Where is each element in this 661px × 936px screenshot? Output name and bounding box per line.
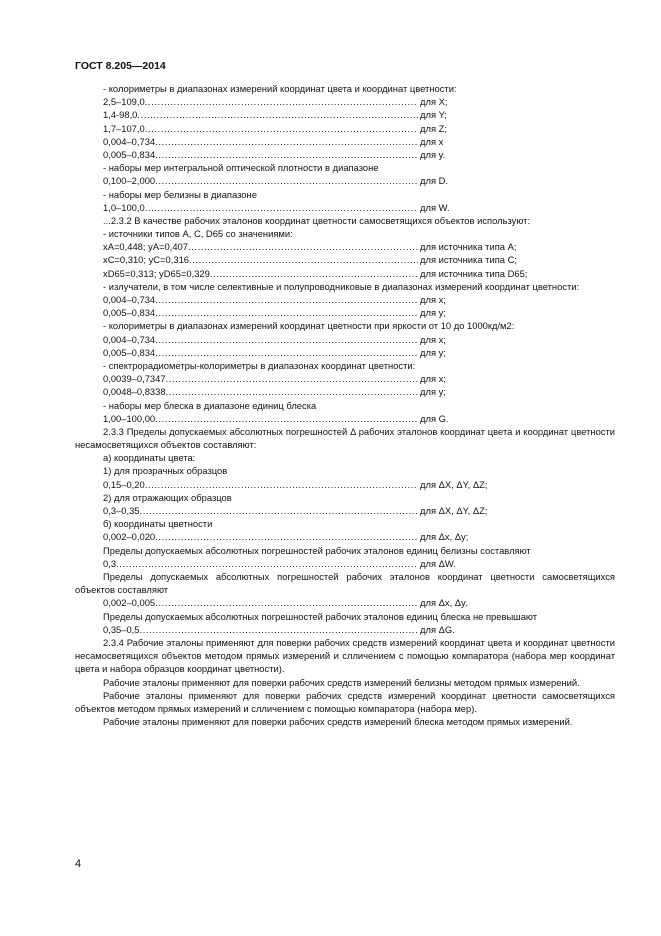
value: 0,100–2,000 xyxy=(103,175,156,187)
value-label: для источника типа D65; xyxy=(420,267,528,279)
value-line xyxy=(75,530,615,543)
value-line xyxy=(75,557,615,570)
page-number: 4 xyxy=(75,858,82,870)
value-line xyxy=(75,333,615,346)
leader-dots xyxy=(155,174,418,187)
value-label: для W. xyxy=(420,201,450,213)
value: 1,00–100,00 xyxy=(103,412,156,424)
value-label: для X; xyxy=(420,96,448,108)
value-label: для ΔX, ΔY, ΔZ; xyxy=(420,505,488,517)
value-line xyxy=(75,267,615,280)
leader-dots xyxy=(155,306,418,319)
value-line xyxy=(75,346,615,359)
document-header: ГОСТ 8.205—2014 xyxy=(75,60,166,72)
text-line: б) координаты цветности xyxy=(103,518,213,530)
value-label: для x; xyxy=(420,294,446,306)
leader-dots xyxy=(155,412,418,425)
text-paragraph: 2.3.4 Рабочие эталоны применяют для поверки рабочих средств измерений координат цвета и координат цветности несамосветящихся объектов методом прямых измерений и слличением с помощью компаратора (набора мер координат цвета и набора образцов координат цветности). xyxy=(75,636,615,675)
value-label: для G. xyxy=(420,412,449,424)
leader-dots xyxy=(166,372,418,385)
text-paragraph: Рабочие эталоны применяют для поверки рабочих средств измерений блеска методом прямых измерений. xyxy=(103,716,573,728)
leader-dots xyxy=(155,293,418,306)
value: 0,004–0,734 xyxy=(103,294,156,306)
value-label: для Y; xyxy=(420,109,447,121)
value-line xyxy=(75,306,615,319)
leader-dots xyxy=(140,623,419,636)
value: 0,005–0,834 xyxy=(103,346,156,358)
text-line: - наборы мер интегральной оптической плотности в диапазоне xyxy=(103,162,379,174)
text-line: - источники типов А, С, D65 со значениями: xyxy=(103,228,293,240)
value-label: для y. xyxy=(420,148,446,160)
text-line: а) координаты цвета: xyxy=(103,452,196,464)
leader-dots xyxy=(155,333,418,346)
leader-dots xyxy=(145,201,418,214)
value-line xyxy=(75,95,615,108)
value-line xyxy=(75,385,615,398)
leader-dots xyxy=(155,135,418,148)
value-label: для Z; xyxy=(420,122,447,134)
value-line xyxy=(75,253,615,266)
text-line: - колориметры в диапазонах измерений координат цветности при яркости от 10 до 1000кд/м2: xyxy=(103,320,515,332)
value-label: для ΔG. xyxy=(420,623,455,635)
leader-dots xyxy=(155,346,418,359)
document-body xyxy=(75,82,615,728)
leader-dots xyxy=(210,267,418,280)
value: 0,004–0,734 xyxy=(103,333,156,345)
value-line xyxy=(75,293,615,306)
text-line: - наборы мер блеска в диапазоне единиц блеска xyxy=(103,399,317,411)
value-label: для ΔW. xyxy=(420,557,456,569)
value: xC=0,310; yC=0,316 xyxy=(103,254,189,266)
leader-dots xyxy=(188,240,418,253)
leader-dots xyxy=(145,122,418,135)
value-label: для x; xyxy=(420,373,446,385)
value-line xyxy=(75,478,615,491)
value: 1,0–100,0 xyxy=(103,201,145,213)
value-label: для y; xyxy=(420,386,446,398)
leader-dots xyxy=(155,596,418,609)
leader-dots xyxy=(116,557,418,570)
value-line xyxy=(75,135,615,148)
value-label: для y; xyxy=(420,346,446,358)
value: 0,0048–0,8338 xyxy=(103,386,166,398)
text-line: - колориметры в диапазонах измерений координат цвета и координат цветности: xyxy=(103,83,457,94)
text-line: Пределы допускаемых абсолютных погрешностей рабочих эталонов единиц белизны составляют xyxy=(103,544,531,556)
value: 0,004–0,734 xyxy=(103,135,156,147)
leader-dots xyxy=(145,478,418,491)
value: 0,35–0,5 xyxy=(103,623,140,635)
value-label: для источника типа А; xyxy=(420,241,517,253)
value: 0,3 xyxy=(103,557,117,569)
value-line xyxy=(75,504,615,517)
text-line: ...2.3.2 В качестве рабочих эталонов координат цветности самосветящихся объектов используют: xyxy=(103,214,531,226)
text-paragraph: - излучатели, в том числе селективные и полупроводниковые в диапазонах измерений координат цветности: xyxy=(103,280,580,292)
value: 2,5–109,0 xyxy=(103,96,145,108)
value: 0,005–0,834 xyxy=(103,148,156,160)
value-label: для ΔX, ΔY, ΔZ; xyxy=(420,478,488,490)
value-line xyxy=(75,148,615,161)
value-label: для Δx, Δy; xyxy=(420,531,469,543)
leader-dots xyxy=(145,95,418,108)
value-label: для Δx, Δy. xyxy=(420,597,468,609)
text-line: 2) для отражающих образцов xyxy=(103,491,232,503)
value-line xyxy=(75,201,615,214)
value-label: для y; xyxy=(420,307,446,319)
value-line xyxy=(75,623,615,636)
value: 1,4-98,0 xyxy=(103,109,138,121)
value-line xyxy=(75,108,615,121)
value: xA=0,448; yA=0,407 xyxy=(103,241,188,253)
leader-dots xyxy=(189,253,418,266)
value-line xyxy=(75,240,615,253)
leader-dots xyxy=(166,385,418,398)
value-line xyxy=(75,372,615,385)
text-line: Пределы допускаемых абсолютных погрешностей рабочих эталонов единиц блеска не превышают xyxy=(103,610,538,622)
value: 0,002–0,005 xyxy=(103,597,156,609)
value-label: для x xyxy=(420,135,444,147)
value-label: для источника типа С; xyxy=(420,254,517,266)
value-label: для x; xyxy=(420,333,446,345)
text-paragraph: 2.3.3 Пределы допускаемых абсолютных погрешностей Δ рабочих эталонов координат цвета и координат цветности несамосветящихся объектов составляют: xyxy=(75,425,615,451)
leader-dots xyxy=(140,504,419,517)
value-line xyxy=(75,412,615,425)
text-paragraph: Пределы допускаемых абсолютных погрешностей рабочих эталонов координат цветности самосветящихся объектов составляют xyxy=(75,570,615,596)
text-paragraph: Рабочие эталоны применяют для поверки рабочих средств измерений координат цветности самосветящихся объектов методом прямых измерений и слличением с помощью компаратора (набора мер). xyxy=(75,689,615,714)
value-line xyxy=(75,174,615,187)
value: 0,3–0,35 xyxy=(103,505,140,517)
text-paragraph: Рабочие эталоны применяют для поверки рабочих средств измерений белизны методом прямых измерений. xyxy=(103,676,580,688)
value: xD65=0,313; yD65=0,329 xyxy=(103,267,210,279)
text-line: 1) для прозрачных образцов xyxy=(103,465,228,477)
value: 1,7–107,0 xyxy=(103,122,145,134)
leader-dots xyxy=(137,108,418,121)
text-line: - спектрорадиометры-колориметры в диапазонах координат цветности: xyxy=(103,359,416,371)
value: 0,0039–0,7347 xyxy=(103,373,166,385)
value-line xyxy=(75,122,615,135)
text-line: - наборы мер белизны в диапазоне xyxy=(103,188,257,200)
leader-dots xyxy=(155,148,418,161)
value-label: для D. xyxy=(420,175,448,187)
value: 0,005–0,834 xyxy=(103,307,156,319)
leader-dots xyxy=(155,530,418,543)
value: 0,15–0,20 xyxy=(103,478,145,490)
value: 0,002–0,020 xyxy=(103,531,156,543)
value-line xyxy=(75,596,615,609)
